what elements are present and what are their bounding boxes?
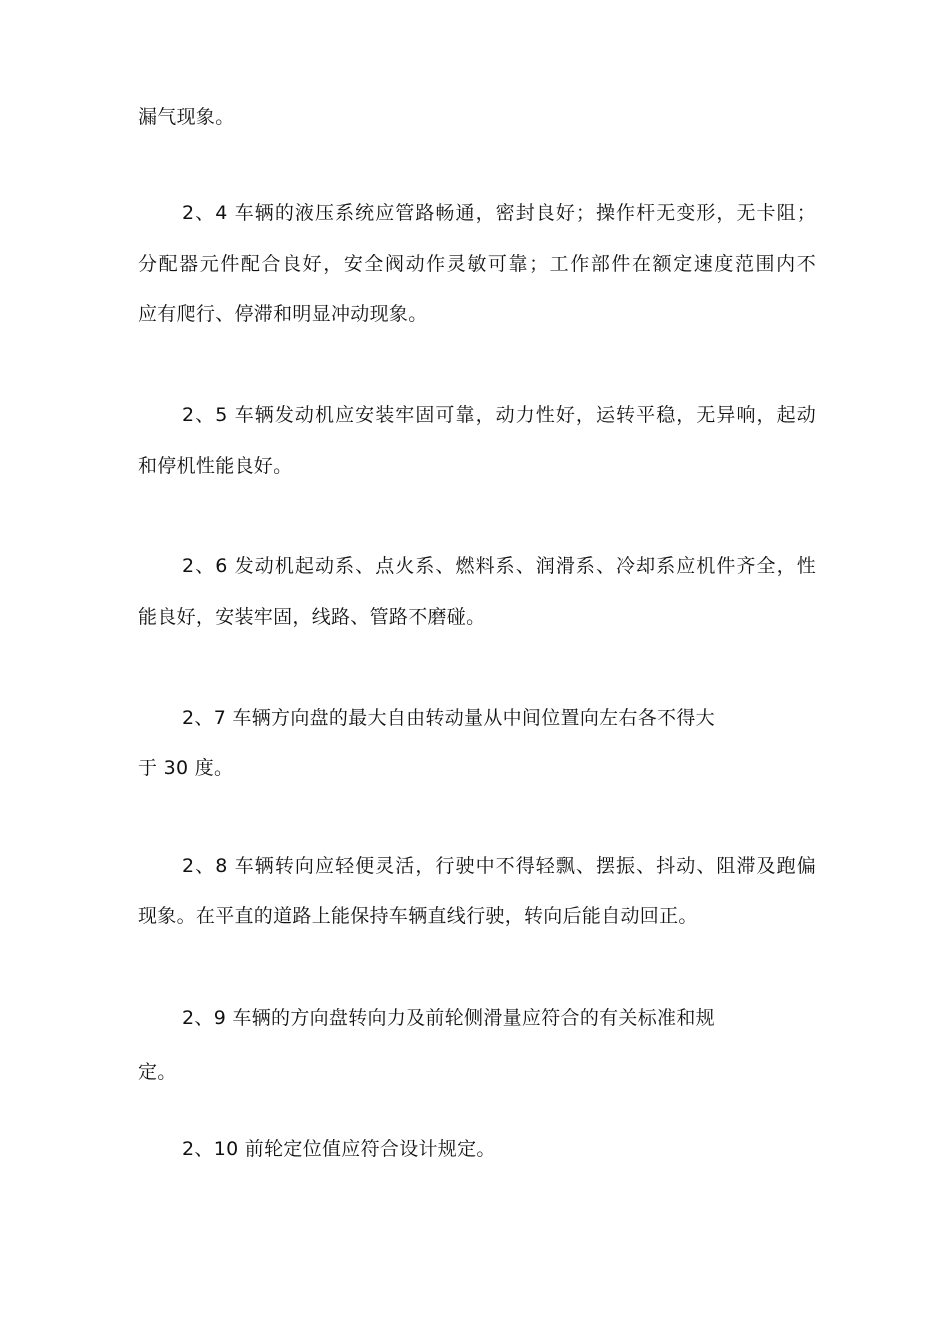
paragraph-2-5-line-1: 2、5 车辆发动机应安装牢固可靠，动力性好，运转平稳，无异响，起动	[182, 404, 816, 426]
paragraph-2-9-line-2: 定。	[138, 1061, 177, 1083]
paragraph-2-7-line-2: 于 30 度。	[138, 757, 234, 779]
paragraph-2-4-line-2: 分配器元件配合良好，安全阀动作灵敏可靠；工作部件在额定速度范围内不	[138, 253, 816, 275]
paragraph-2-7-line-1: 2、7 车辆方向盘的最大自由转动量从中间位置向左右各不得大	[182, 707, 715, 729]
paragraph-2-6-line-2: 能良好，安装牢固，线路、管路不磨碰。	[138, 606, 486, 628]
text-line: 漏气现象。	[138, 106, 235, 128]
paragraph-2-8-line-1: 2、8 车辆转向应轻便灵活，行驶中不得轻飘、摆振、抖动、阻滞及跑偏	[182, 855, 816, 877]
paragraph-2-4-line-3: 应有爬行、停滞和明显冲动现象。	[138, 303, 428, 325]
paragraph-2-5-line-2: 和停机性能良好。	[138, 455, 293, 477]
paragraph-2-9-line-1: 2、9 车辆的方向盘转向力及前轮侧滑量应符合的有关标准和规	[182, 1007, 715, 1029]
paragraph-2-6-line-1: 2、6 发动机起动系、点火系、燃料系、润滑系、冷却系应机件齐全，性	[182, 555, 816, 577]
paragraph-2-8-line-2: 现象。在平直的道路上能保持车辆直线行驶，转向后能自动回正。	[138, 905, 698, 927]
paragraph-2-4-line-1: 2、4 车辆的液压系统应管路畅通，密封良好；操作杆无变形，无卡阻；	[182, 202, 816, 224]
paragraph-2-10-line-1: 2、10 前轮定位值应符合设计规定。	[182, 1138, 496, 1160]
